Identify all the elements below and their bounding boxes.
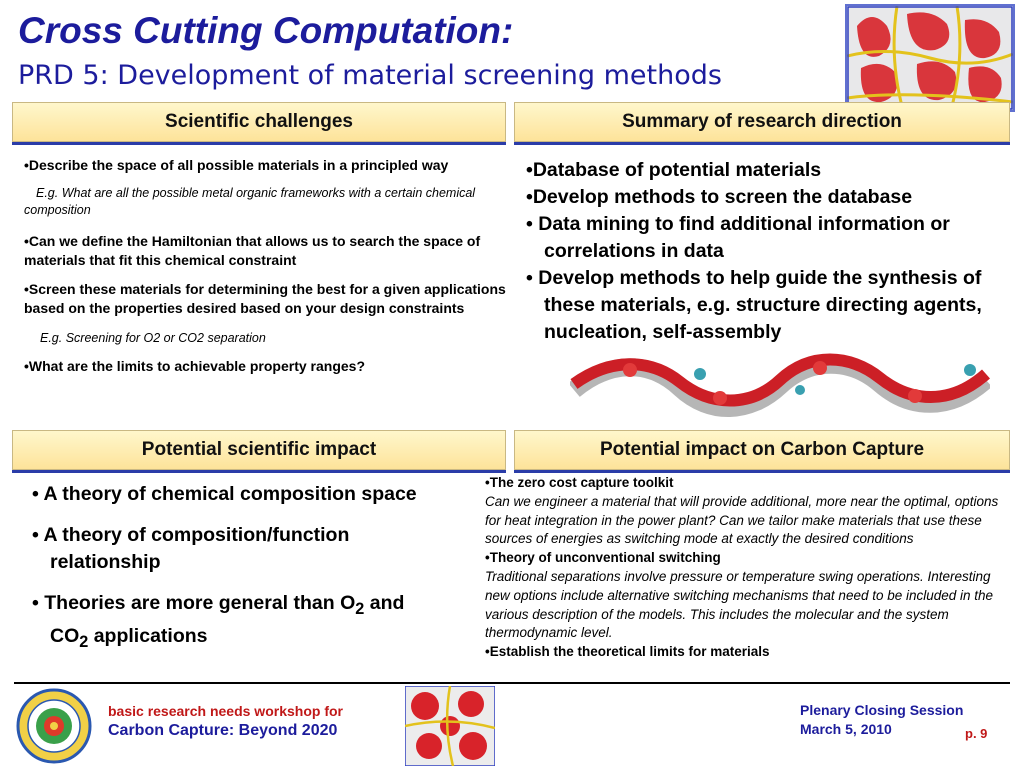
research-direction-list bbox=[526, 157, 1010, 346]
scientific-challenges-header: Scientific challenges bbox=[12, 102, 506, 142]
summary-research-header: Summary of research direction bbox=[514, 102, 1010, 142]
molecule-ribbon-image bbox=[570, 350, 990, 420]
slide-subtitle: PRD 5: Development of material screening methods bbox=[18, 60, 722, 91]
workshop-seal-logo bbox=[14, 688, 94, 764]
challenge-bullet: •Screen these materials for determining the best for a given applications based on the properties desired based on your design constraints bbox=[24, 281, 506, 316]
impact-item: • A theory of chemical composition space bbox=[32, 483, 417, 505]
challenge-example: E.g. Screening for O2 or CO2 separation bbox=[40, 331, 266, 345]
footer-session-date: March 5, 2010 bbox=[800, 721, 892, 737]
footer-workshop-line1: basic research needs workshop for bbox=[108, 703, 343, 719]
impact-item bbox=[22, 590, 442, 656]
capture-bullet: •The zero cost capture toolkit bbox=[485, 475, 674, 490]
page-number: p. 9 bbox=[965, 726, 988, 741]
impact-text: applications bbox=[88, 624, 208, 647]
header-underline bbox=[514, 470, 1010, 473]
footer-session bbox=[800, 701, 963, 739]
subscript: 2 bbox=[79, 632, 89, 651]
header-underline bbox=[514, 142, 1010, 145]
capture-text: Traditional separations involve pressure or temperature swing operations. Interesting new options include alternative switching mechanisms that need to be included in the various description of the models. This includes the molecular and the system thermodynamic level. bbox=[485, 568, 994, 641]
scientific-impact-header: Potential scientific impact bbox=[12, 430, 506, 470]
capture-text: Can we engineer a material that will provide additional, more near the optimal, options for heat integration in the power plant? Can we tailor make materials that use these sources of energies as switching mode at exactly the desired conditions bbox=[485, 493, 999, 547]
slide-title: Cross Cutting Computation: bbox=[18, 10, 514, 51]
impact-item: • A theory of composition/function relationship bbox=[32, 524, 350, 573]
challenge-bullet: •Describe the space of all possible materials in a principled way bbox=[24, 157, 449, 173]
scientific-impact-list bbox=[22, 481, 442, 670]
capture-bullet: •Establish the theoretical limits for materials bbox=[485, 644, 770, 660]
carbon-capture-list bbox=[485, 474, 1011, 662]
research-item: •Database of potential materials bbox=[526, 159, 822, 181]
impact-text: • Theories are more general than O bbox=[32, 592, 356, 614]
research-item: • Develop methods to help guide the synthesis of these materials, e.g. structure directing agents, nucleation, self-assembly bbox=[526, 267, 982, 343]
scientific-challenges-list bbox=[24, 156, 510, 376]
research-item: •Develop methods to screen the database bbox=[526, 186, 913, 208]
challenge-bullet: •What are the limits to achievable property ranges? bbox=[24, 358, 365, 374]
footer-workshop bbox=[108, 701, 343, 741]
impact-text: and CO bbox=[50, 592, 405, 647]
challenge-bullet: •Can we define the Hamiltonian that allows us to search the space of materials that fit this chemical constraint bbox=[24, 233, 481, 268]
challenge-example: E.g. What are all the possible metal organic frameworks with a certain chemical composition bbox=[24, 186, 476, 217]
header-underline bbox=[12, 470, 506, 473]
mof-structure-image bbox=[845, 4, 1015, 112]
subscript: 2 bbox=[355, 599, 365, 618]
mof-footer-image bbox=[405, 686, 495, 766]
footer-workshop-line2: Carbon Capture: Beyond 2020 bbox=[108, 722, 338, 739]
header-underline bbox=[12, 142, 506, 145]
carbon-capture-header: Potential impact on Carbon Capture bbox=[514, 430, 1010, 470]
research-item: • Data mining to find additional information or correlations in data bbox=[526, 213, 950, 262]
footer-divider bbox=[14, 682, 1010, 684]
capture-bullet: •Theory of unconventional switching bbox=[485, 550, 721, 566]
footer-session-name: Plenary Closing Session bbox=[800, 702, 964, 718]
